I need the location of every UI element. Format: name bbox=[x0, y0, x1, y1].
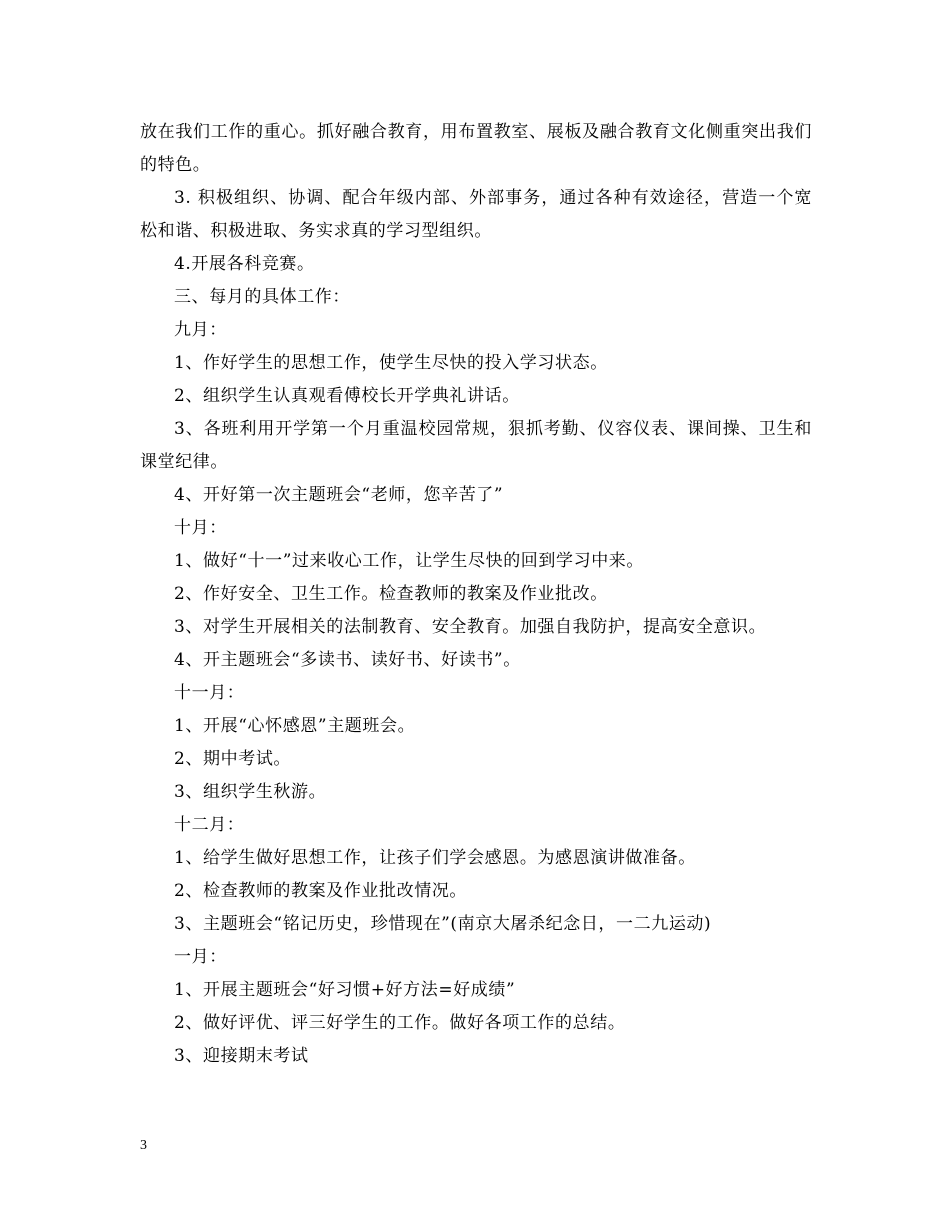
list-item: 4、开好第一次主题班会“老师，您辛苦了” bbox=[174, 485, 504, 505]
paragraph: 放在我们工作的重心。抓好融合教育，用布置教室、展板及融合教育文化侧重突出我们的特色。 bbox=[140, 122, 812, 175]
list-item: 2、作好安全、卫生工作。检查教师的教案及作业批改。 bbox=[174, 584, 608, 604]
list-item: 3、对学生开展相关的法制教育、安全教育。加强自我防护，提高安全意识。 bbox=[174, 617, 767, 637]
list-item: 1、做好“十一”过来收心工作，让学生尽快的回到学习中来。 bbox=[174, 551, 644, 571]
list-item: 1、给学生做好思想工作，让孩子们学会感恩。为感恩演讲做准备。 bbox=[174, 848, 696, 868]
document-body bbox=[140, 116, 812, 1073]
list-item: 1、作好学生的思想工作，使学生尽快的投入学习状态。 bbox=[174, 353, 608, 373]
list-item: 2、期中考试。 bbox=[174, 749, 292, 769]
list-item: 1、开展主题班会“好习惯+好方法=好成绩” bbox=[174, 980, 516, 1000]
paragraph: 4.开展各科竞赛。 bbox=[174, 254, 315, 274]
list-item: 3、各班利用开学第一个月重温校园常规，狠抓考勤、仪容仪表、课间操、卫生和课堂纪律。 bbox=[140, 419, 812, 472]
month-heading: 十二月： bbox=[174, 815, 245, 835]
list-item: 2、检查教师的教案及作业批改情况。 bbox=[174, 881, 468, 901]
month-heading: 九月： bbox=[174, 320, 227, 340]
month-heading: 十月： bbox=[174, 518, 227, 538]
list-item: 4、开主题班会“多读书、读好书、好读书”。 bbox=[174, 650, 521, 670]
section-heading: 三、每月的具体工作： bbox=[174, 287, 350, 307]
month-heading: 一月： bbox=[174, 947, 227, 967]
page-number: 3 bbox=[140, 1138, 147, 1153]
list-item: 3、迎接期末考试 bbox=[174, 1046, 309, 1066]
paragraph: 3. 积极组织、协调、配合年级内部、外部事务，通过各种有效途径，营造一个宽松和谐、积极进取、务实求真的学习型组织。 bbox=[140, 188, 812, 241]
list-item: 3、主题班会“铭记历史，珍惜现在”(南京大屠杀纪念日，一二九运动) bbox=[174, 914, 712, 934]
list-item: 3、组织学生秋游。 bbox=[174, 782, 327, 802]
list-item: 2、做好评优、评三好学生的工作。做好各项工作的总结。 bbox=[174, 1013, 626, 1033]
month-heading: 十一月： bbox=[174, 683, 245, 703]
list-item: 2、组织学生认真观看傅校长开学典礼讲话。 bbox=[174, 386, 520, 406]
list-item: 1、开展“心怀感恩”主题班会。 bbox=[174, 716, 416, 736]
